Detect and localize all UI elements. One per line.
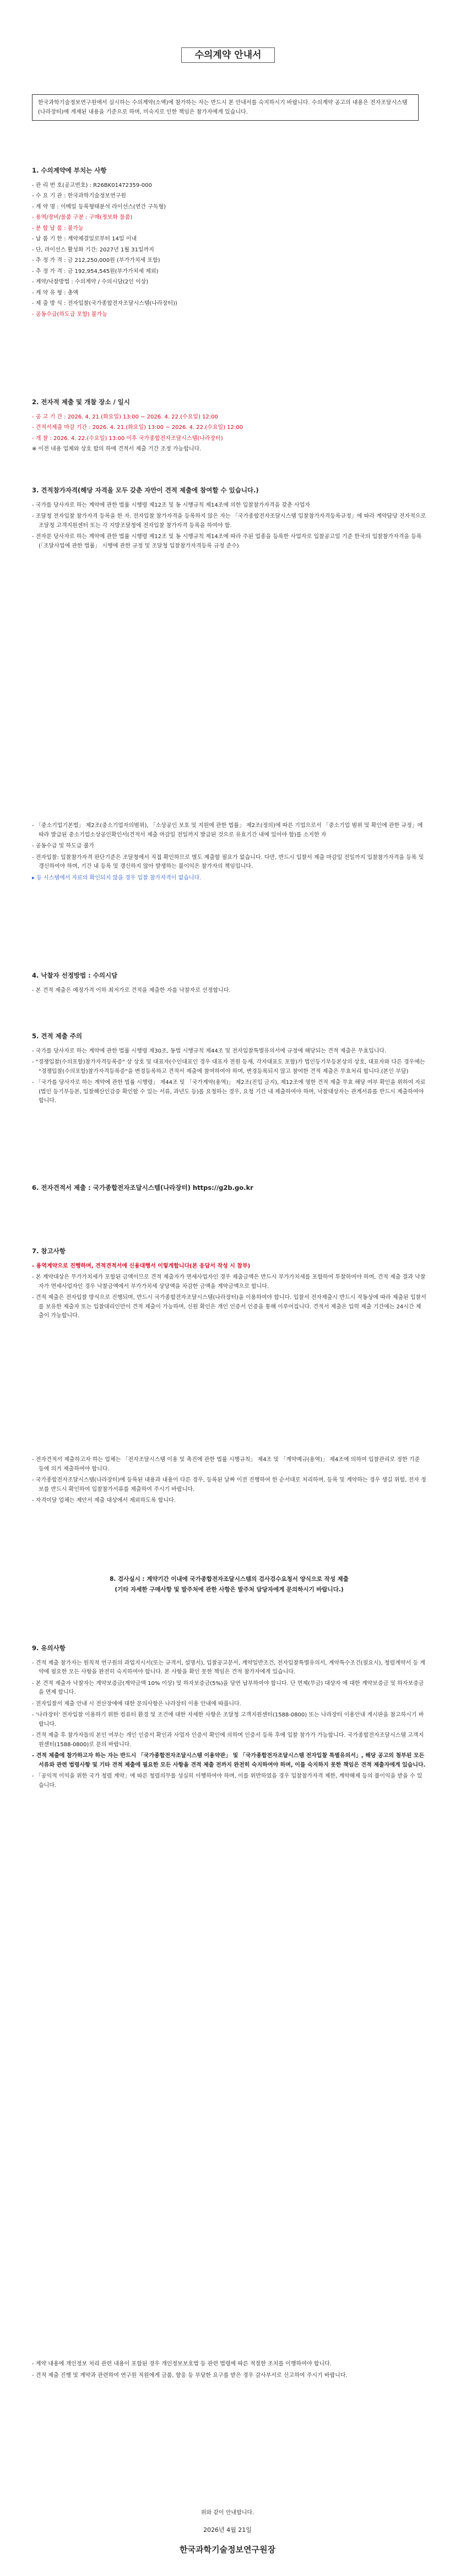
issuing-organization: 한국과학기술정보연구원장 — [180, 2545, 275, 2554]
paragraph: - 조달청 전자입찰 참가자격 등록을 한 자. 전자입찰 참가자격을 등록하지 않은 자는 「국가종합전자조달시스템 입찰참가자격등록규정」에 따라 계약담당 전자적으로 조달청 고객지원센터 또는 각 지방조달청에 전자입찰 참가자격 등록을 하여야 함. — [32, 513, 426, 529]
list-item: - 개 찰 : 2026. 4. 22.(수요일) 13:00 이후 국가종합전자조달시스템(나라장터) — [32, 435, 223, 442]
section-heading: 9. 유의사항 — [32, 1644, 66, 1652]
list-item: ※ 이전 내용 업체와 상호 합의 하에 견적서 제출 기간 조정 가능합니다. — [32, 446, 202, 453]
paragraph: - 국가를 당사자로 하는 계약에 관한 법률 시행령 제30조, 동법 시행규칙 제44조 및 전자입찰특별유의서에 규정에 해당되는 견적 제출은 무효입니다. — [32, 1048, 387, 1054]
paragraph: - 자격미달 업체는 제안서 제출 대상에서 제외하도록 합니다. — [32, 1498, 176, 1504]
paragraph: - 국가를 당사자로 하는 계약에 관한 법률 시행령 제12조 및 동 시행규칙 제14조에 의한 입찰참가자격을 갖춘 사업자 — [32, 502, 310, 508]
paragraph: - 전자견적서 제출하고자 하는 업체는 「전자조달시스템 이용 및 촉진에 관한 법률 시행규칙」 제4조 및 「계약예규(용역)」 제4조에 의하여 입찰관리로 정한 기준 등에 의거 제출하여야 합니다. — [32, 1457, 420, 1472]
paragraph: - 본 계약대상은 무가가치세가 포함된 금액이므로 견적 제출자가 면세사업자인 경우 제출금액은 반드시 부가가치세를 포함하여 투찰하여야 하며, 견적 제출 결과 낙찰자가 면세사업자인 경우 낙찰금액에서 부가가치세 상당액을 차감한 금액을 계약금액으로 합니다. — [32, 1274, 426, 1290]
paragraph: - 견적 제출은 전자입찰 방식으로 진행되며, 반드시 국가종합전자조달시스템(나라장터)을 이용하여야 합니다. 입찰서 전자제출시 반드시 작동상에 따라 제출된 입찰서를 보유한 제출자 또는 입찰대리인만이 견적 제출이 가능하며, 신원 확인은 개인 인증서 인증을 통해 이루어집니다. 견적서 제출은 입력 제출 기간에는 24시간 제출이 가능합니다. — [32, 1295, 426, 1319]
section-notes-cont — [32, 1456, 426, 1508]
closing-text: 위와 같이 안내합니다. — [201, 2510, 254, 2516]
list-item: - 계 약 명 : 이메일 등록형태분석 라이선스(연간 구독형) — [32, 203, 166, 210]
section-electronic-submission — [32, 1183, 426, 1199]
paragraph: - 견적 제출 진행 및 계약과 관련하여 연구원 직원에게 금품, 향응 등 부당한 요구를 받은 경우 감사부서로 신고하여 주시기 바랍니다. — [32, 2372, 348, 2379]
list-item: - 공 고 기 간 : 2026. 4. 21.(화요일) 13:00 ~ 2026. 4. 22.(수요일) 12:00 — [32, 414, 218, 420]
paragraph: - 전자문 당사자로 하는 계약에 관한 법률 시행령 제12조 및 동 시행규칙 제14조에 따라 주된 업종을 등록한 사업자로 입찰공고일 기준 한국의 입찰참가자격을 등록(「조달사업에 관한 법률」 시행에 관한 규정 및 조달청 입찰참가자격등록 규정 준수) — [32, 534, 422, 549]
item-list — [32, 181, 426, 320]
list-item: - 용역/장비/물품 구분 : 구매(정보화 물품) — [32, 214, 133, 221]
section-notes — [32, 1246, 426, 1323]
section-heading: 7. 참고사항 — [32, 1247, 66, 1255]
paragraph: - 「국가를 당사자로 하는 계약에 관한 법률 시행령」 제44조 및 「국가계약(용역)」 제2조(진입 금지), 제12조에 명한 견적 제출 무효 해당 여부 확인을 위하여 자료(법인 등기부등본, 입찰해산인감증 확인할 수 있는 서류, 과년도 등)를 요청하는 경우, 요청 기간 내 제출하여야 하며, 낙찰대상자는 관계서류를 반드시 제출하여야 합니다. — [32, 1080, 426, 1104]
section-precautions — [32, 1643, 426, 1793]
section-selection — [32, 970, 426, 997]
banner-line: (기타 자세한 구매사항 및 발주처에 관한 사항은 발주처 담당자에게 문의하시기 바랍니다.) — [115, 1586, 344, 1593]
paragraph: - 견적 제출에 참가하고자 하는 자는 반드시 「국가종합전자조달시스템 이용약관」 및 「국가종합전자조달시스템 전자입찰 특별유의서」, 해당 공고의 첨부된 모든 서류와 관련 법령사항 및 기타 견적 제출에 필요한 모든 사항을 견적 제출 전까지 완전히 숙지하여야 하며, 이를 숙지하지 못한 책임은 견적 제출자에게 있습니다. — [32, 1753, 426, 1768]
list-item: - 계약/낙찰방법 : 수의계약 / 수의시담(2인 이상) — [32, 279, 149, 286]
list-item: - 추 정 가 격 : 금 192,954,545원(부가가치세 제외) — [32, 268, 159, 275]
paragraph: - 공동수급 및 하도급 불가 — [32, 843, 94, 849]
paragraph: - '나라장터' 전자입찰 이용하기 위한 컴퓨터 환경 및 조건에 대한 자세한 사항은 조달청 고객지원센터(1588-0800) 또는 나라장터 이용안내 게시판을 참고하시기 바랍니다. — [32, 1712, 424, 1727]
section-precautions-cont — [32, 2360, 426, 2382]
inspection-banner — [32, 1574, 426, 1595]
section-contract-items — [32, 165, 426, 321]
paragraph: - 본 견적 제출자 낙찰자는 계약보증금(계약금액 10% 이상) 및 하자보증금(5%)을 당연 납부하여야 합니다. 단 면제(무금) 대상자 에 대한 계약보증금 및 하자보증금을 면제 합니다. — [32, 1680, 424, 1696]
banner-line: 8. 검사실시 : 계약기간 이내에 국가종합전자조달시스템의 검사검수요청서 양식으로 작성 제출 — [110, 1576, 349, 1582]
section-heading: 4. 낙찰자 선정방법 : 수의시담 — [32, 972, 118, 979]
paragraph: - "경쟁입찰(수의포함)참가자격등록증" 상 상호 및 대표자(수인대표인 경우 대표자 전원 등재, 각자대표도 포함)가 법인등기부등본상의 상호, 대표자와 다른 경우에는 "경쟁입찰(수의포함)참가자격등록증"을 변경등록하고 견적서 제출에 참여하여야 하며, 변경등록되지 않고 참여한 견적 제출은 무효처리 합니다.(본인 부담) — [32, 1059, 425, 1075]
paragraph: - 「공익적 이익을 위한 국가 청렴 계약」에 따른 청렴의무를 성실히 이행하여야 하며, 이를 위반하였을 경우 입찰참가자격 제한, 계약해제 등의 불이익을 받을 수 있습니다. — [32, 1773, 422, 1789]
issue-date: 2026년 4월 21일 — [203, 2526, 252, 2534]
list-item: - 관 리 번 호(공고번호) : R26BK01472359-000 — [32, 182, 152, 189]
list-item: - 추 정 가 격 : 금 212,250,000원 (부가가치세 포함) — [32, 257, 160, 264]
section-submission-schedule — [32, 397, 426, 456]
paragraph: - 본 견적 제출은 예정가격 이하 최저가로 견적을 제출한 자를 낙찰자로 선정합니다. — [32, 987, 231, 994]
paragraph: - 계약 내용에 개인정보 처리 관련 내용이 포함된 경우 개인정보보호법 등 관련 법령에 따른 적절한 조치를 이행하여야 합니다. — [32, 2361, 332, 2367]
list-item: - 견적서제출 마감 기간 : 2026. 4. 21.(화요일) 13:00 ~ 2026. 4. 22.(수요일) 12:00 — [32, 425, 243, 431]
page-title: 수의계약 안내서 — [181, 47, 275, 63]
section-heading: 5. 견적 제출 주의 — [32, 1032, 83, 1040]
section-heading[interactable]: 6. 전자견적서 제출 : 국가종합전자조달시스템(나라장터) https://g2b.go.kr — [32, 1184, 253, 1192]
list-item: - 수 요 기 관 : 한국과학기술정보연구원 — [32, 193, 126, 200]
list-item: - 납 품 기 한 : 계약체결일로부터 14일 이내 — [32, 236, 137, 243]
item-list — [32, 413, 426, 454]
section-heading: 2. 전자적 제출 및 개찰 장소 / 일시 — [32, 398, 130, 406]
section-eligibility-cont — [32, 822, 426, 885]
section-eligibility — [32, 485, 426, 553]
paragraph: - 전자입찰서 제출 안내 시 전산장애에 대한 문의사항은 나라장터 이용 안내에 따릅니다. — [32, 1700, 241, 1707]
paragraph: - 국가종합전자조달시스템(나라장터)에 등록된 내용과 내용이 다른 경우, 등록된 날짜 이전 진행하여 한 순서대로 처리하며, 등록 및 계약하는 경우 생길 위험, 전자 정보를 반드시 확인하여 입찰참가서류를 제출하여 주시기 바랍니다. — [32, 1477, 426, 1493]
section-heading: 3. 견적참가자격(해당 자격을 모두 갖춘 자만이 견적 제출에 참여할 수 있습니다.) — [32, 486, 259, 494]
list-item: - 단, 라이선스 활성화 기간: 2027년 1월 31일까지 — [32, 246, 154, 253]
list-item: - 계 약 유 형 : 총액 — [32, 289, 79, 296]
paragraph: - 견적 제출 후 참가자들의 본인 여부는 개인 인증서 확인과 사업자 인증서 확인에 의하며 인증서 등록 후에 입찰 참가가 가능합니다. 국가종합전자조달시스템 고객지원센터(1588-0800)로 문의 바랍니다. — [32, 1732, 424, 1748]
section-cautions — [32, 1031, 426, 1108]
paragraph: ▸ 등 시스템에서 자료의 확인되지 않을 경우 입찰 참가자격이 없습니다. — [32, 874, 202, 881]
list-item: - 제 출 방 식 : 전자입찰(국가종합전자조달시스템(나라장터)) — [32, 300, 177, 307]
list-item: - 분 할 납 품 : 불가능 — [32, 225, 84, 232]
paragraph: - 전자입찰: 입찰참가자격 판단기준은 조달청에서 직접 확인하므로 별도 제출할 필요가 없습니다. 다만, 반드시 입찰서 제출 마감일 전일까지 입찰참가자격을 등록 및 갱신하여야 하며, 기간 내 등록 및 갱신하지 않아 발생하는 불이익은 참가자의 책임입니다. — [32, 854, 424, 870]
section-heading: 1. 수의계약에 부치는 사항 — [32, 167, 107, 174]
list-item: - 공동수급(하도급 포함) 불가능 — [32, 311, 107, 318]
paragraph: - 용역계약으로 진행하며, 견적견적서에 신용대행서 이렇게합니다(본 응답서 작성 시 참부) — [32, 1263, 251, 1269]
notice-box: 한국과학기술정보연구원에서 실시하는 수의계약(소액)에 참가하는 자는 반드시 본 안내서를 숙지하시기 바랍니다. 수의계약 공고의 내용은 전자조달시스템(나라장터)에 게재된 내용을 기준으로 하며, 미숙지로 인한 책임은 참가자에게 있습니다. — [32, 94, 419, 121]
paragraph: - 견적 제출 참가자는 원칙적 연구원의 과업지시서(또는 규격서, 설명서), 입찰공고문서, 계약일반조건, 전자입찰특별유의서, 계약특수조건(필요시), 청렴계약서 등 계약에 필요한 모든 사항을 완전히 숙지하여야 합니다. 본 사항을 확인 못한 책임은 견적 참가자에게 있습니다. — [32, 1660, 425, 1676]
paragraph: - 「중소기업기본법」 제2조(중소기업자의범위), 「소상공인 보호 및 지원에 관한 법률」 제2조(정의)에 따른 기업으로서 「중소기업 범위 및 확인에 관한 규정」에 따라 발급된 중소기업소상공인확인서(견적서 제출 마감일 전일까지 발급된 것으로 유효기간 내에 있어야 함)를 소지한 자 — [32, 823, 423, 838]
